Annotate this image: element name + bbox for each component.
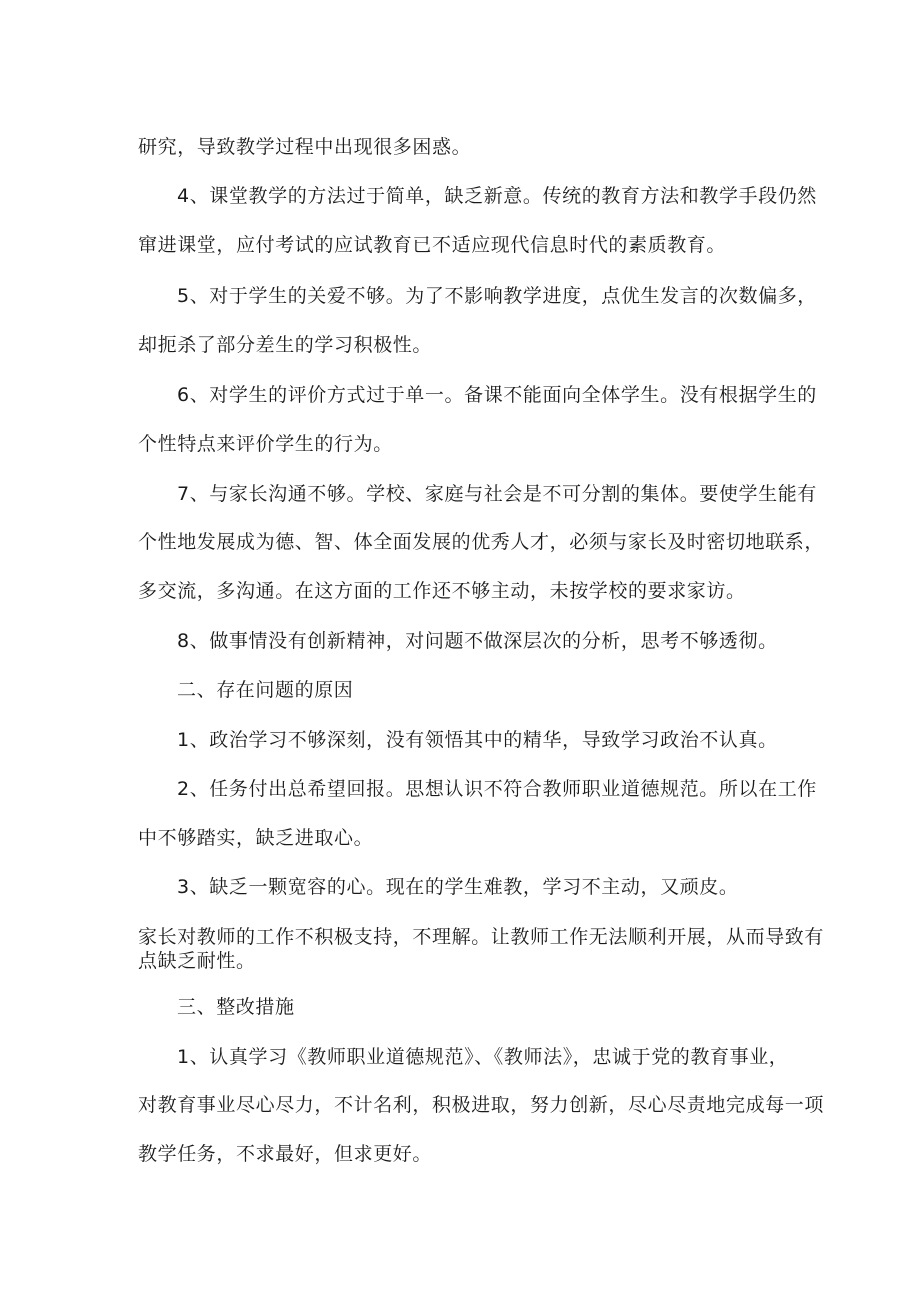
text-line: 教学任务，不求最好，但求更好。: [138, 1143, 433, 1165]
text-line: 家长对教师的工作不积极支持，不理解。让教师工作无法顺利开展，从而导致有: [138, 926, 825, 948]
text-line: 1、政治学习不够深刻，没有领悟其中的精华，导致学习政治不认真。: [177, 729, 778, 751]
text-line: 7、与家长沟通不够。学校、家庭与社会是不可分割的集体。要使学生能有: [177, 483, 817, 505]
text-line: 4、课堂教学的方法过于简单，缺乏新意。传统的教育方法和教学手段仍然: [177, 185, 817, 207]
text-line: 3、缺乏一颗宽容的心。现在的学生难教，学习不主动，又顽皮。: [177, 876, 739, 898]
text-line: 6、对学生的评价方式过于单一。备课不能面向全体学生。没有根据学生的: [177, 384, 817, 406]
section-heading: 二、存在问题的原因: [177, 679, 354, 701]
text-line: 却扼杀了部分差生的学习积极性。: [138, 334, 433, 356]
text-line: 1、认真学习《教师职业道德规范》、《教师法》，忠诚于党的教育事业，: [177, 1046, 789, 1068]
section-heading: 三、整改措施: [177, 996, 295, 1018]
text-line: 个性特点来评价学生的行为。: [138, 433, 393, 455]
text-line: 窜进课堂，应付考试的应试教育已不适应现代信息时代的素质教育。: [138, 234, 727, 256]
text-line: 对教育事业尽心尽力，不计名利，积极进取，努力创新，尽心尽责地完成每一项: [138, 1094, 825, 1116]
text-line: 多交流，多沟通。在这方面的工作还不够主动，未按学校的要求家访。: [138, 580, 746, 602]
text-line: 个性地发展成为德、智、体全面发展的优秀人才，必须与家长及时密切地联系，: [138, 531, 825, 553]
text-line: 2、任务付出总希望回报。思想认识不符合教师职业道德规范。所以在工作: [177, 778, 817, 800]
text-line: 5、对于学生的关爱不够。为了不影响教学进度，点优生发言的次数偏多，: [177, 285, 817, 307]
text-line: 中不够踏实，缺乏进取心。: [138, 827, 374, 849]
text-line: 研究，导致教学过程中出现很多困惑。: [138, 136, 472, 158]
text-line: 8、做事情没有创新精神，对问题不做深层次的分析，思考不够透彻。: [177, 630, 778, 652]
text-line: 点缺乏耐性。: [138, 950, 256, 972]
